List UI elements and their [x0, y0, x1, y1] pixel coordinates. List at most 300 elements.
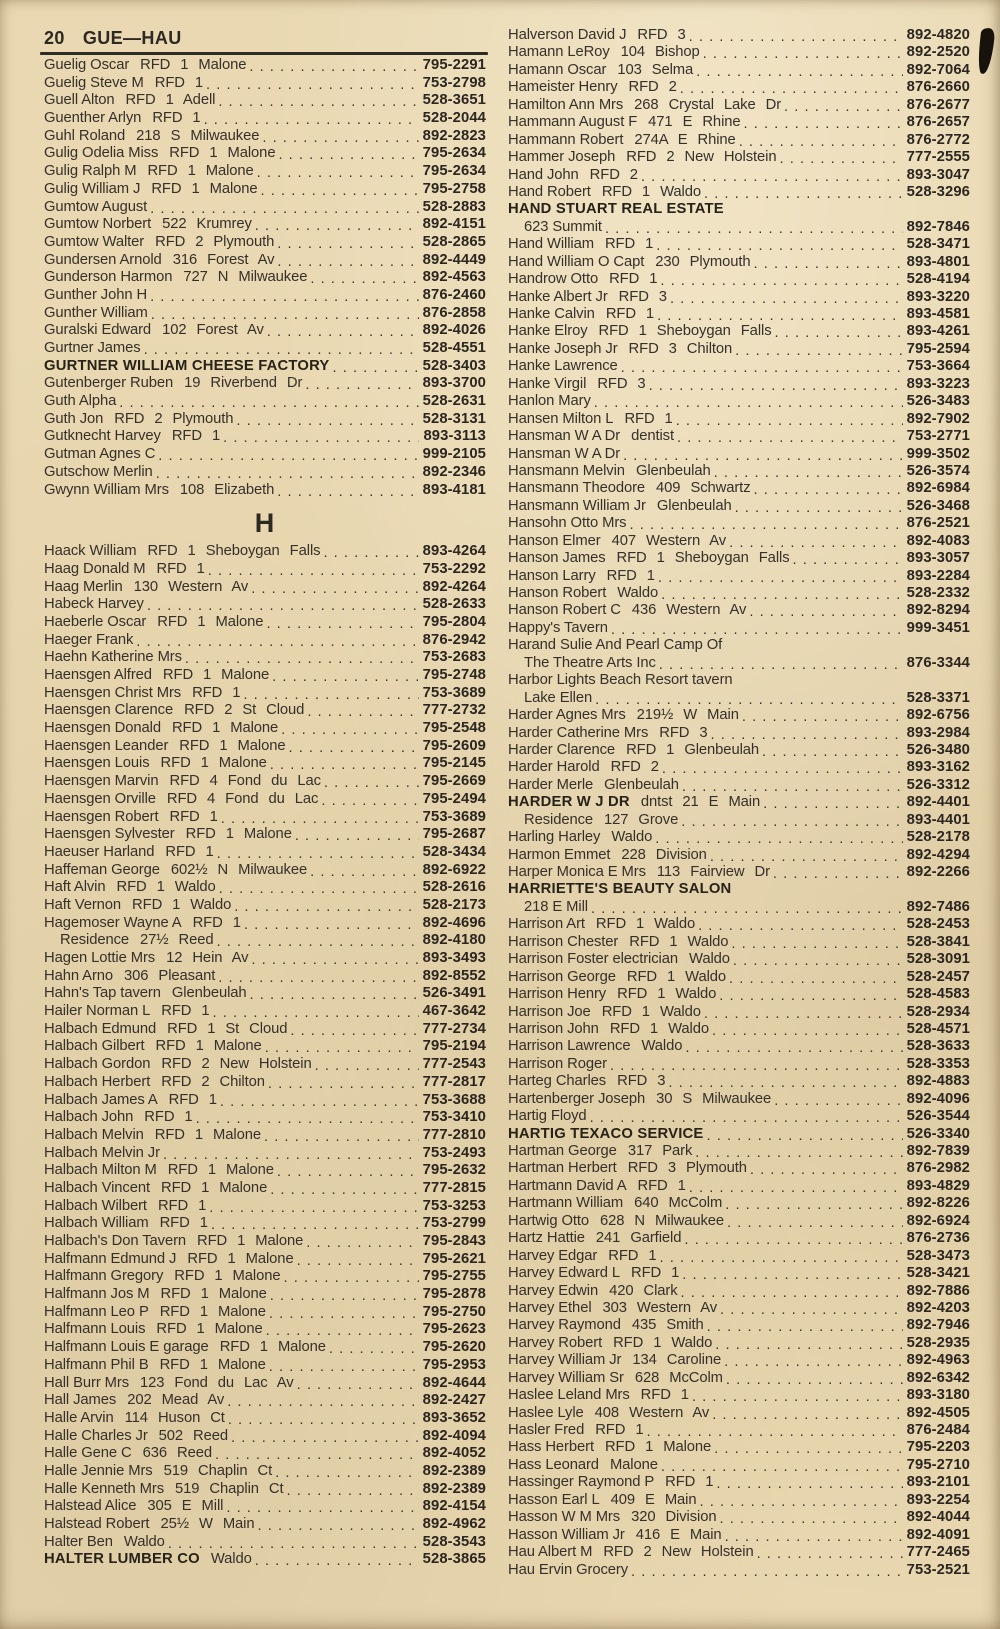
dot-leader [725, 1529, 903, 1543]
entry-phone: 526-3574 [906, 462, 970, 479]
directory-entry [508, 1038, 970, 1055]
dot-leader [243, 687, 418, 701]
entry-phone: 795-2843 [422, 1233, 486, 1249]
entry-phone: 876-2521 [906, 515, 970, 532]
dot-leader [266, 1323, 419, 1337]
entry-address: 230 Plymouth [655, 253, 751, 270]
dot-leader [656, 238, 902, 252]
entry-phone: 528-2178 [906, 829, 970, 846]
entry-name: Hartig Floyd [508, 1108, 587, 1125]
entry-address: RFD 2 [628, 79, 677, 96]
entry-phone: 892-2346 [422, 463, 486, 480]
entry-name: Haensgen Orville [44, 790, 156, 807]
entry-address: 636 Reed [142, 1445, 212, 1462]
entry-address: Glenbeulah [635, 462, 711, 479]
directory-entry [44, 145, 486, 163]
dot-leader [661, 1459, 903, 1473]
entry-address: RFD 1 Malone [162, 667, 270, 683]
dot-leader [270, 1182, 418, 1196]
directory-entry [44, 773, 486, 791]
dot-leader [150, 201, 419, 215]
entry-name: Hass Leonard [508, 1456, 599, 1473]
directory-entry [44, 1268, 486, 1286]
entry-address: RFD 1 Malone [169, 145, 276, 162]
entry-name: Halbach Melvin Jr [44, 1144, 160, 1161]
dot-leader [269, 1359, 419, 1373]
entry-address: 241 Garfield [595, 1230, 682, 1247]
entry-name: Hand William [508, 236, 594, 253]
directory-entry [508, 323, 970, 340]
dot-leader [739, 134, 903, 148]
entry-address: RFD 1 [606, 567, 655, 584]
entry-phone: 528-2044 [422, 110, 486, 127]
entry-phone: 528-3471 [906, 236, 970, 253]
entry-phone: 526-3544 [906, 1108, 970, 1125]
directory-entry [508, 899, 970, 916]
entry-name: Hansen Milton L [508, 410, 614, 427]
entry-phone: 795-2878 [422, 1286, 486, 1303]
directory-entry [44, 596, 486, 614]
entry-address: 27½ Reed [140, 932, 214, 949]
entry-address: 409 E Main [610, 1491, 697, 1508]
dot-leader [754, 256, 903, 270]
entry-address: 317 Park [627, 1143, 693, 1159]
entry-name: Guth Alpha [44, 393, 117, 410]
directory-column-left [44, 57, 486, 1569]
entry-phone: 753-2771 [906, 428, 970, 445]
entry-phone: 528-4194 [906, 271, 970, 288]
entry-phone: 467-3642 [422, 1003, 486, 1020]
entry-name: Haag Merlin [44, 578, 123, 595]
dot-leader [684, 1232, 902, 1246]
dot-leader [290, 1023, 418, 1037]
ink-mark [977, 27, 996, 74]
entry-name: Gutknecht Harvey [44, 428, 161, 445]
directory-entry [508, 498, 970, 515]
entry-name: Hahn's Tap tavern [44, 985, 161, 1002]
entry-address: 409 Schwartz [656, 480, 751, 497]
directory-column-right [508, 27, 970, 1579]
entry-name: Hammann Robert [508, 131, 624, 148]
entry-name: Harvey Ethel [508, 1299, 592, 1316]
entry-phone: 893-3057 [906, 550, 970, 567]
entry-phone: 753-3688 [422, 1091, 486, 1108]
entry-name: Harvey Raymond [508, 1317, 621, 1334]
entry-phone: 526-3312 [906, 776, 970, 793]
dot-leader [735, 500, 903, 514]
entry-phone: 892-2389 [422, 1480, 486, 1497]
entry-name: Hanke Calvin [508, 306, 595, 322]
directory-entry [44, 1428, 486, 1446]
directory-entry [508, 777, 970, 794]
entry-address: RFD 1 [157, 1197, 207, 1214]
entry-phone: 795-2634 [422, 163, 486, 180]
entry-name: Gumtow August [44, 198, 148, 215]
directory-entry [508, 1073, 970, 1090]
entry-name: Halbach Wilbert [44, 1197, 147, 1214]
entry-name: Haeuser Harland [44, 843, 155, 860]
entry-phone: 528-2173 [422, 896, 486, 913]
dot-leader [685, 1040, 902, 1054]
dot-leader [297, 1377, 419, 1391]
directory-entry [508, 114, 970, 131]
directory-entry [508, 1108, 970, 1125]
entry-address: RFD 1 Malone [140, 57, 247, 73]
directory-entry [44, 844, 486, 862]
entry-phone: 528-3434 [422, 843, 486, 860]
entry-name: Hass Herbert [508, 1439, 594, 1456]
entry-phone: 893-4801 [906, 253, 970, 270]
directory-entry [508, 271, 970, 288]
entry-address: dentist [631, 428, 674, 445]
entry-address: 408 Western Av [594, 1404, 710, 1421]
dot-leader [218, 94, 418, 108]
directory-entry [508, 1352, 970, 1369]
dot-leader [689, 1180, 903, 1194]
directory-entry [508, 201, 970, 218]
dot-leader [754, 482, 903, 496]
dot-leader [681, 1285, 903, 1299]
dot-leader [689, 29, 903, 43]
entry-address: 522 Krumrey [162, 216, 252, 233]
entry-address: RFD 1 Waldo [132, 896, 232, 913]
directory-entry [44, 446, 486, 464]
entry-name: Hanke Elroy [508, 323, 588, 340]
dot-leader [261, 183, 419, 197]
entry-name: Hammann August F [508, 114, 638, 131]
entry-name: Halfmann Edmund J [44, 1250, 177, 1267]
directory-entry [508, 1021, 970, 1038]
dot-leader [266, 616, 418, 630]
dot-leader [726, 1372, 903, 1386]
entry-address: RFD 3 [617, 1073, 666, 1090]
entry-phone: 892-8294 [906, 602, 970, 619]
dot-leader [712, 1023, 903, 1037]
directory-entry [508, 1317, 970, 1334]
entry-name: Hasler Fred [508, 1422, 585, 1438]
entry-phone: 893-3220 [906, 288, 970, 305]
entry-address: RFD 1 Malone [604, 1439, 712, 1456]
dot-leader [217, 846, 419, 860]
entry-phone: 528-3353 [906, 1055, 970, 1072]
directory-entry [508, 794, 970, 811]
directory-entry [44, 428, 486, 446]
entry-address: RFD 2 Plymouth [114, 410, 234, 427]
directory-entry [508, 881, 970, 898]
entry-phone: 892-4052 [422, 1445, 486, 1462]
directory-entry [44, 614, 486, 632]
entry-phone: 528-4551 [422, 340, 486, 356]
entry-name: Haeger Frank [44, 631, 134, 648]
dot-leader [775, 325, 903, 339]
dot-leader [262, 130, 418, 144]
entry-address: RFD 2 Plymouth [155, 233, 275, 250]
dot-leader [185, 651, 419, 665]
entry-phone: 892-4151 [422, 216, 486, 233]
entry-name: Hansman W A Dr [508, 428, 621, 445]
entry-phone: 528-3865 [422, 1551, 486, 1568]
entry-name: Hand John [508, 166, 579, 183]
entry-name: Hagemoser Wayne A [44, 914, 182, 931]
entry-address: RFD 1 Sheboygan Falls [147, 543, 321, 560]
entry-phone: 528-2631 [422, 393, 486, 410]
directory-entry [508, 951, 970, 968]
entry-name: Hansmann Melvin [508, 462, 625, 479]
entry-phone: 893-4829 [906, 1177, 970, 1194]
dot-leader [714, 1441, 902, 1455]
directory-entry [508, 62, 970, 79]
entry-name: Guhl Roland [44, 127, 126, 144]
dot-leader [323, 545, 418, 559]
dot-leader [150, 289, 419, 303]
entry-name: Haft Alvin [44, 879, 106, 896]
dot-leader [695, 1145, 902, 1159]
directory-entry [508, 637, 970, 654]
dot-leader [297, 1253, 419, 1267]
directory-entry [44, 1162, 486, 1180]
directory-entry [508, 847, 970, 864]
dot-leader [257, 165, 419, 179]
entry-phone: 892-4963 [906, 1352, 970, 1369]
entry-phone: 892-4962 [422, 1516, 486, 1532]
entry-address: RFD 1 [161, 1003, 210, 1020]
entry-address: 123 Fond du Lac Av [140, 1374, 294, 1391]
entry-name: Guell Alton [44, 92, 115, 109]
dot-leader [704, 186, 903, 200]
dot-leader [208, 563, 419, 577]
dot-leader [251, 952, 418, 966]
dot-leader [680, 81, 903, 95]
entry-name: Hagen Lottie Mrs [44, 950, 156, 966]
directory-entry [508, 1230, 970, 1247]
entry-address: RFD 1 Malone [157, 613, 264, 630]
entry-address: 303 Western Av [602, 1299, 718, 1316]
directory-entry [44, 1092, 486, 1110]
entry-phone: 753-2799 [422, 1215, 486, 1232]
entry-phone: 795-2623 [422, 1321, 486, 1338]
dot-leader [324, 775, 419, 789]
entry-name: Haehn Katherine Mrs [44, 649, 182, 666]
entry-phone: 795-2203 [906, 1439, 970, 1456]
dot-leader [156, 466, 419, 480]
dot-leader [305, 377, 418, 391]
dot-leader [277, 236, 418, 250]
entry-name: Handrow Otto [508, 271, 599, 288]
directory-entry [44, 464, 486, 482]
entry-address: RFD 1 [624, 410, 673, 427]
entry-address: Glenbeulah [656, 497, 732, 514]
entry-address: 127 Grove [604, 811, 679, 828]
entry-name: Haack William [44, 543, 137, 560]
entry-name: Haensgen Sylvester [44, 826, 175, 843]
entry-name: Harvey William Jr [508, 1352, 622, 1369]
entry-phone: 528-3473 [906, 1247, 970, 1264]
entry-address: RFD 1 St Cloud [167, 1020, 288, 1037]
dot-leader [307, 704, 418, 718]
entry-address: RFD 1 Malone [159, 1356, 266, 1373]
entry-name: Hall Burr Mrs [44, 1374, 130, 1391]
entry-address: RFD 3 [597, 375, 646, 392]
entry-address: RFD 2 [589, 166, 638, 183]
entry-phone: 893-2984 [906, 724, 970, 741]
entry-address: RFD 1 Waldo [626, 968, 727, 985]
dot-leader [223, 430, 419, 444]
entry-phone: 892-4091 [906, 1526, 970, 1543]
directory-entry [44, 1215, 486, 1233]
entry-phone: 999-2105 [422, 446, 486, 463]
entry-address: RFD 1 [171, 428, 221, 445]
entry-address: 316 Forest Av [172, 251, 275, 268]
directory-entry [508, 1178, 970, 1195]
entry-phone: 892-7064 [906, 61, 970, 78]
entry-phone: 892-2520 [906, 44, 970, 61]
entry-phone: 795-2669 [422, 773, 486, 790]
entry-address: RFD 1 [169, 808, 218, 825]
entry-address: RFD 1 Waldo [116, 879, 216, 896]
dot-leader [744, 116, 903, 130]
entry-phone: 892-4883 [906, 1073, 970, 1090]
entry-name: HALTER LUMBER CO [44, 1551, 200, 1568]
entry-address: RFD 3 [618, 288, 667, 305]
dot-leader [275, 1465, 419, 1479]
entry-name: Haensgen Marvin [44, 773, 159, 790]
entry-address: RFD 1 [152, 110, 201, 127]
entry-name: Gumtow Norbert [44, 216, 152, 233]
entry-name: Hartmann William [508, 1195, 624, 1212]
entry-address: Glenbeulah [604, 776, 679, 793]
directory-entry [44, 1375, 486, 1393]
entry-name: Haensgen Louis [44, 755, 150, 772]
directory-entry [508, 1004, 970, 1021]
entry-phone: 876-2460 [422, 286, 486, 303]
dot-leader [277, 1164, 419, 1178]
entry-name: Halter Ben [44, 1533, 113, 1550]
directory-entry [508, 463, 970, 480]
dot-leader [288, 740, 418, 754]
entry-phone: 528-2457 [906, 968, 970, 985]
entry-name: Habeck Harvey [44, 596, 144, 613]
directory-entry [44, 720, 486, 738]
dot-leader [742, 709, 903, 723]
directory-entry [44, 57, 486, 75]
directory-entry [508, 1265, 970, 1282]
entry-name: Gulig Odelia Miss [44, 145, 159, 162]
directory-entry [44, 667, 486, 685]
dot-leader [272, 669, 419, 683]
directory-entry [508, 550, 970, 567]
entry-phone: 753-3253 [422, 1197, 486, 1214]
entry-name: Harrison Lawrence [508, 1038, 631, 1055]
entry-address: RFD 1 Malone [160, 1286, 267, 1303]
entry-name: The Theatre Arts Inc [524, 654, 656, 671]
entry-name: Harrison George [508, 968, 616, 985]
directory-entry [44, 543, 486, 561]
entry-name: Hasson William Jr [508, 1526, 625, 1543]
entry-address: 436 Western Av [631, 602, 747, 619]
entry-name: Hailer Norman L [44, 1003, 151, 1020]
entry-phone: 528-2883 [422, 198, 486, 215]
dot-leader [714, 465, 903, 479]
dot-leader [151, 307, 419, 321]
directory-entry [508, 27, 970, 44]
entry-phone: 777-2465 [906, 1544, 970, 1561]
entry-name: Harper Monica E Mrs [508, 864, 646, 880]
entry-address: RFD 1 Malone [154, 1126, 261, 1143]
dot-leader [784, 99, 903, 113]
dot-leader [258, 1518, 419, 1532]
directory-entry [44, 1463, 486, 1481]
entry-name: Halbach Gilbert [44, 1038, 145, 1055]
entry-name: GURTNER WILLIAM CHEESE FACTORY [44, 357, 330, 374]
dot-leader [729, 535, 903, 549]
dot-leader [681, 814, 902, 828]
directory-entry [508, 341, 970, 358]
entry-name: Gunther John H [44, 286, 148, 303]
entry-name: Halbach Gordon [44, 1056, 151, 1073]
entry-phone: 876-2484 [906, 1422, 970, 1438]
directory-entry [508, 1474, 970, 1491]
dot-leader [281, 722, 418, 736]
entry-address: 19 Riverbend Dr [184, 375, 303, 392]
entry-address: RFD 1 Malone [171, 720, 279, 737]
entry-address: 519 Chaplin Ct [175, 1480, 284, 1497]
entry-name: Hanson Larry [508, 567, 596, 584]
dot-leader [269, 1306, 419, 1320]
entry-phone: 528-2935 [906, 1334, 970, 1351]
entry-phone: 795-2804 [422, 613, 486, 630]
entry-phone: 876-3344 [906, 654, 970, 671]
dot-leader [163, 1147, 419, 1161]
directory-entry [44, 915, 486, 933]
directory-entry [508, 149, 970, 166]
directory-entry [44, 340, 486, 358]
directory-entry [508, 916, 970, 933]
entry-phone: 892-4154 [422, 1498, 486, 1515]
entry-address: RFD 1 Adell [125, 92, 216, 109]
entry-address: 306 Pleasant [124, 967, 216, 984]
entry-address: 25½ W Main [160, 1516, 255, 1532]
dot-leader [231, 1430, 419, 1444]
entry-name: Halstead Alice [44, 1498, 137, 1515]
dot-leader [196, 1111, 419, 1125]
dot-leader [631, 1564, 903, 1578]
entry-name: Halle Arvin [44, 1409, 114, 1426]
entry-phone: 777-2555 [906, 149, 970, 166]
directory-entry [508, 1544, 970, 1561]
directory-entry [508, 1439, 970, 1456]
entry-name: Hand William O Capt [508, 253, 645, 270]
entry-name: Halfmann Gregory [44, 1268, 164, 1285]
entry-phone: 526-3480 [906, 741, 970, 758]
dot-leader [712, 1407, 902, 1421]
entry-phone: 892-2389 [422, 1462, 486, 1479]
directory-entry [44, 305, 486, 323]
entry-name: HARTIG TEXACO SERVICE [508, 1125, 704, 1142]
entry-address: Waldo [641, 1038, 683, 1055]
entry-address: RFD 1 [144, 1109, 193, 1126]
entry-phone: 892-6756 [906, 707, 970, 724]
entry-phone: 892-7902 [906, 410, 970, 427]
directory-entry [508, 393, 970, 410]
entry-phone: 892-4083 [906, 532, 970, 549]
dot-leader [267, 324, 419, 338]
entry-address: 104 Bishop [620, 44, 700, 61]
dot-leader [268, 1076, 419, 1090]
entry-phone: 876-2660 [906, 79, 970, 96]
entry-address: Malone [609, 1456, 658, 1473]
dot-leader [720, 1302, 903, 1316]
entry-name: Hanson Elmer [508, 532, 601, 549]
